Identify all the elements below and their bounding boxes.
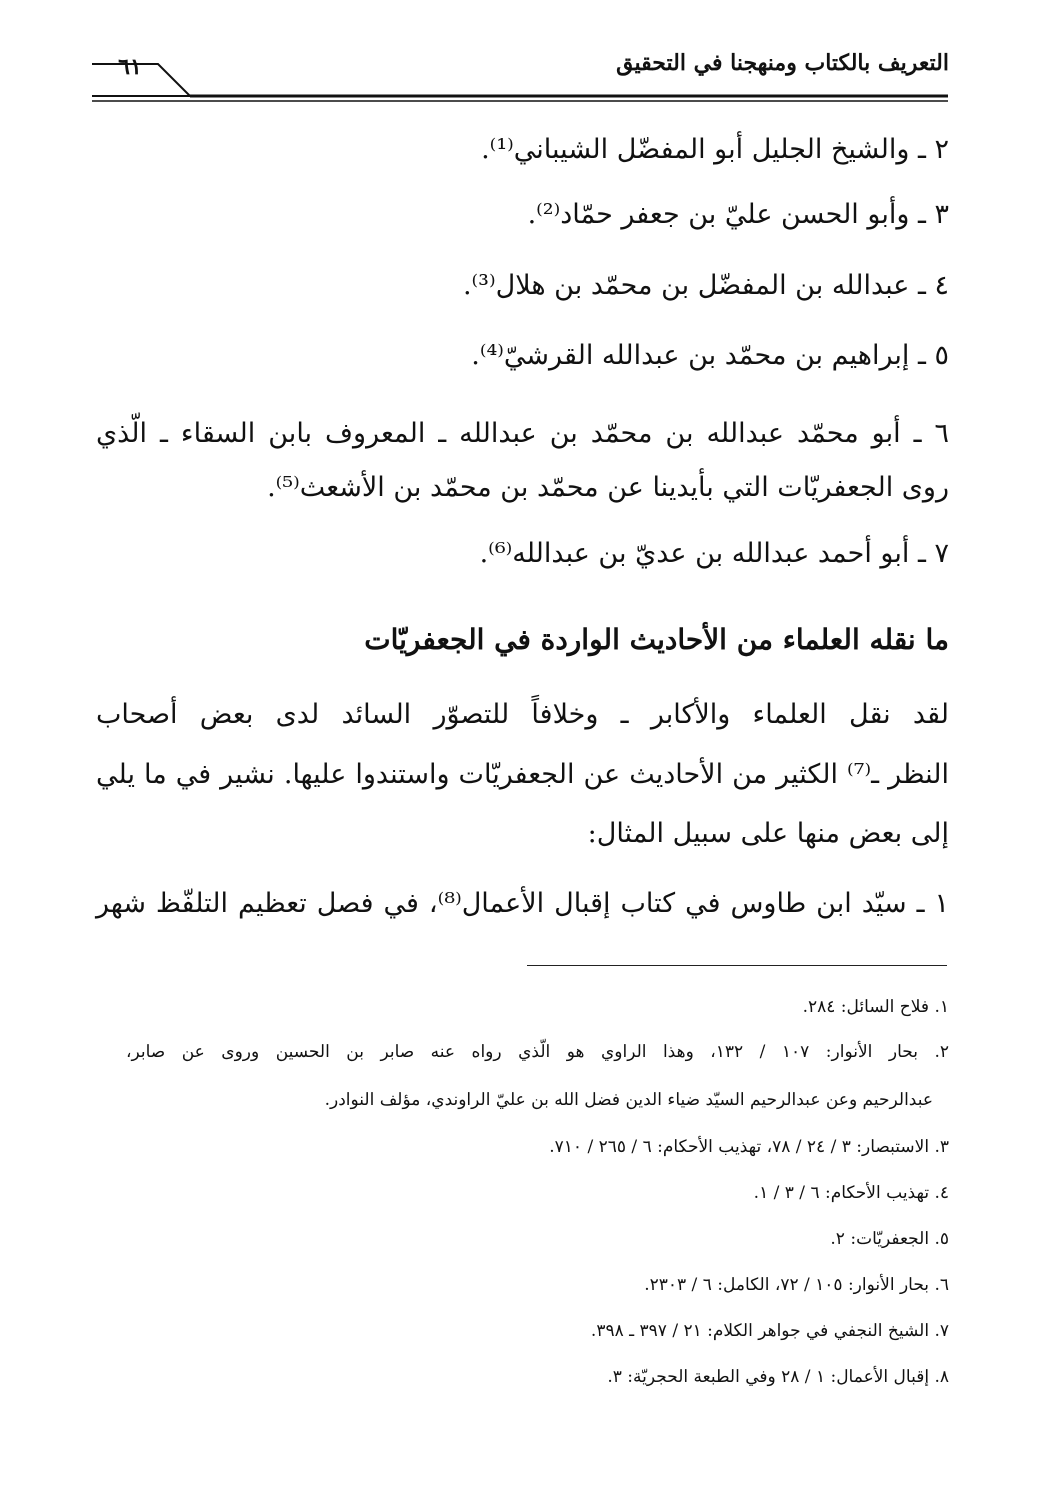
- narrator-line: ٥ ـ إبراهيم بن محمّد بن عبدالله القرشيّ⁽⁴⁾.: [471, 340, 949, 371]
- page-number: ٦١: [118, 54, 142, 80]
- footnote: ٤. تهذيب الأحكام: ٦ / ٣ / ١.: [753, 1183, 949, 1203]
- narrator-line: ٤ ـ عبدالله بن المفضّل بن محمّد بن هلال⁽³⁾.: [462, 270, 949, 301]
- footnote-separator: [527, 965, 947, 966]
- header-rule: [0, 0, 1041, 110]
- footnote: ٦. بحار الأنوار: ١٠٥ / ٧٢، الكامل: ٦ / ٢٣٠٣.: [644, 1275, 949, 1295]
- paragraph-line: لقد نقل العلماء والأكابر ـ وخلافاً للتصوّر السائد لدى بعض أصحاب: [96, 699, 949, 730]
- narrator-line: ٦ ـ أبو محمّد عبدالله بن محمّد بن عبدالله ـ المعروف بابن السقاء ـ الّذي: [96, 418, 949, 449]
- narrator-line: ٧ ـ أبو أحمد عبدالله بن عديّ بن عبدالله⁽⁶⁾.: [479, 538, 949, 569]
- footnote-continuation: عبدالرحيم وعن عبدالرحيم السيّد ضياء الدين فضل الله بن عليّ الراوندي، مؤلف النوادر.: [324, 1090, 933, 1110]
- footnote: ٣. الاستبصار: ٣ / ٢٤ / ٧٨، تهذيب الأحكام: ٦ / ٢٦٥ / ٧١٠.: [549, 1137, 949, 1157]
- paragraph-line: إلى بعض منها على سبيل المثال:: [587, 818, 949, 849]
- footnote: ١. فلاح السائل: ٢٨٤.: [802, 997, 949, 1017]
- paragraph-line: النظر ـ⁽⁷⁾ الكثير من الأحاديث عن الجعفريّات واستندوا عليها. نشير في ما يلي: [96, 759, 950, 790]
- footnote: ٨. إقبال الأعمال: ١ / ٢٨ وفي الطبعة الحجريّة: ٣.: [607, 1367, 949, 1387]
- running-title: التعريف بالكتاب ومنهجنا في التحقيق: [616, 50, 949, 76]
- narrator-line: ٣ ـ وأبو الحسن عليّ بن جعفر حمّاد⁽²⁾.: [527, 199, 949, 230]
- list-item: ١ ـ سيّد ابن طاوس في كتاب إقبال الأعمال⁽⁸⁾، في فصل تعظيم التلفّظ شهر: [96, 888, 949, 919]
- narrator-line: روى الجعفريّات التي بأيدينا عن محمّد بن محمّد بن الأشعث⁽⁵⁾.: [267, 472, 949, 503]
- narrator-line: ٢ ـ والشيخ الجليل أبو المفضّل الشيباني⁽¹⁾.: [481, 134, 949, 165]
- footnote: ٥. الجعفريّات: ٢.: [830, 1229, 949, 1249]
- section-heading: ما نقله العلماء من الأحاديث الواردة في الجعفريّات: [364, 623, 949, 656]
- footnote: ٢. بحار الأنوار: ١٠٧ / ١٣٢، وهذا الراوي هو الّذي رواه عنه صابر بن الحسين وروى عن صابر،: [126, 1042, 949, 1062]
- footnote: ٧. الشيخ النجفي في جواهر الكلام: ٢١ / ٣٩٧ ـ ٣٩٨.: [590, 1321, 949, 1341]
